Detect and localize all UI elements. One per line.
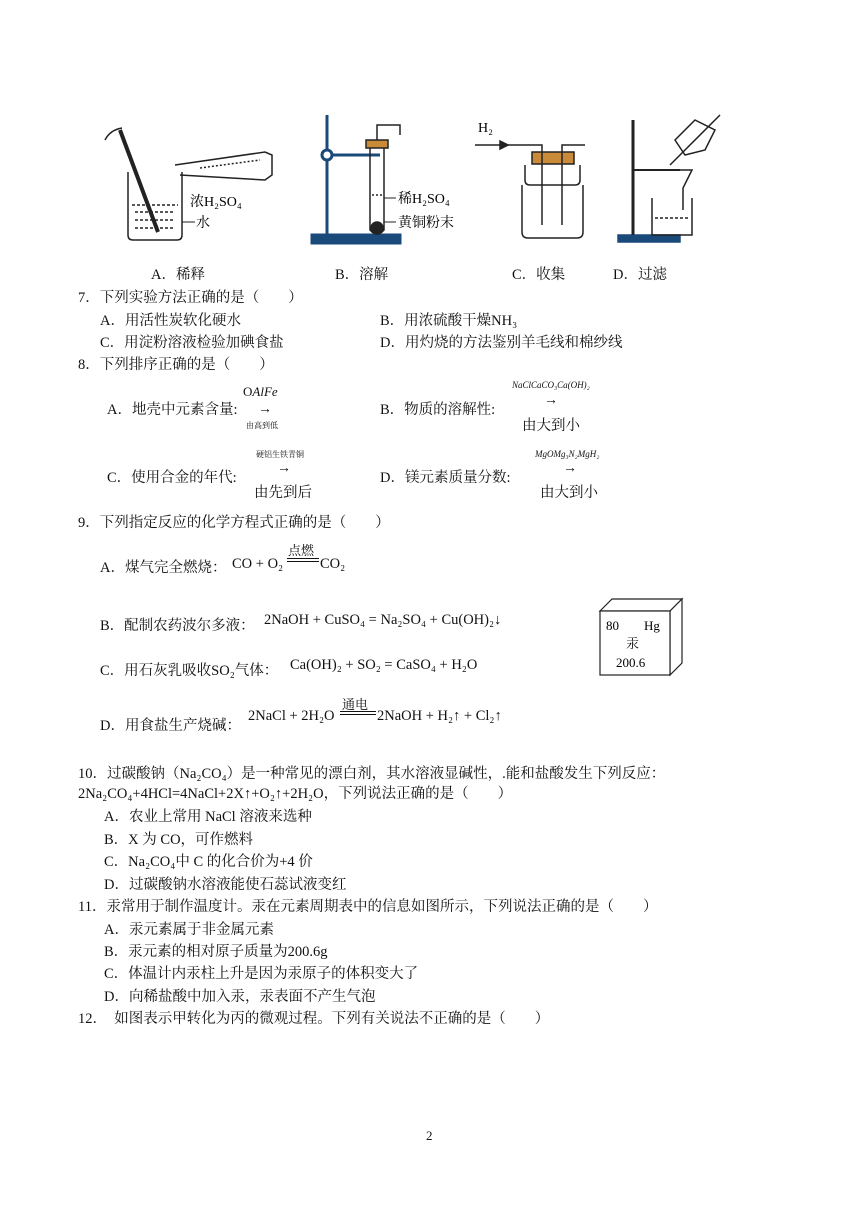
q8-option-c-arrow: → xyxy=(277,461,291,476)
q9-option-d-rhs: 2NaOH + H₂↑ + Cl₂↑ xyxy=(377,708,502,724)
page-number: 2 xyxy=(426,1128,433,1143)
q10-option-b: B．X 为 CO，可作燃料 xyxy=(104,832,254,848)
figure-caption-a: A．稀释 xyxy=(151,267,205,283)
q9-option-b-label: B．配制农药波尔多液： xyxy=(100,618,255,634)
brass-powder-label: 黄铜粉末 xyxy=(398,216,454,231)
q9-option-a-rhs: CO₂ xyxy=(320,556,346,572)
q8-option-d-order: MgOMg₃N₂MgH₂ xyxy=(535,449,600,459)
q8-option-a-order: OAlFe xyxy=(243,384,278,399)
element-symbol: Hg xyxy=(644,618,660,633)
q9-option-a-label: A．煤气完全燃烧： xyxy=(100,560,227,576)
water-label: 水 xyxy=(196,216,210,231)
q11-option-c: C．体温计内汞柱上升是因为汞原子的体积变大了 xyxy=(104,966,419,982)
q10-option-c: C．Na₂CO₄中 C 的化合价为+4 价 xyxy=(104,854,313,870)
figure-caption-d: D．过滤 xyxy=(613,267,667,283)
q9-option-d-eq-line-2 xyxy=(340,714,376,715)
q9-option-a-eq-line-1 xyxy=(287,558,319,559)
q9-option-c-label: C．用石灰乳吸收SO₂气体： xyxy=(100,663,279,679)
conc-h2so4-label: 浓H₂SO₄ xyxy=(190,195,242,210)
q8-option-c-label: C．使用合金的年代: xyxy=(107,470,237,486)
q9-option-d-eq-line-1 xyxy=(340,711,376,712)
q7-option-a: A．用活性炭软化硬水 xyxy=(100,313,241,329)
q9-option-d-label: D．用食盐生产烧碱： xyxy=(100,718,241,734)
q11-option-a: A．汞元素属于非金属元素 xyxy=(104,922,274,938)
element-name: 汞 xyxy=(626,636,640,651)
q11-option-d: D．向稀盐酸中加入汞，汞表面不产生气泡 xyxy=(104,989,376,1005)
figure-caption-b: B．溶解 xyxy=(335,267,389,283)
collection-apparatus xyxy=(475,141,585,238)
q8-option-d-direction: 由大到小 xyxy=(540,485,598,501)
q8-stem: 8．下列排序正确的是（ ） xyxy=(78,357,274,373)
element-mass: 200.6 xyxy=(616,655,646,670)
q12-stem: 12． 如图表示甲转化为丙的微观过程。下列有关说法不正确的是（ ） xyxy=(78,1011,550,1027)
figure-caption-c: C．收集 xyxy=(512,267,566,283)
dissolving-apparatus xyxy=(312,115,400,243)
q8-option-d-arrow: → xyxy=(563,461,577,476)
q8-option-a-direction: 由高到低 xyxy=(246,421,278,430)
apparatus-figures xyxy=(80,110,740,255)
dilution-apparatus xyxy=(105,128,272,240)
q8-option-a-arrow: → xyxy=(258,402,272,417)
q7-option-d: D．用灼烧的方法鉴别羊毛线和棉纱线 xyxy=(380,335,623,351)
q8-option-b-order: NaClCaCO₃Ca(OH)₂ xyxy=(512,380,590,390)
q11-option-b: B．汞元素的相对原子质量为200.6g xyxy=(104,944,328,960)
q8-option-c-order: 硬铝生铁青铜 xyxy=(256,450,304,459)
q8-option-a-label: A．地壳中元素含量: xyxy=(107,402,238,418)
q10-stem-line-2: 2Na₂CO₄+4HCl=4NaCl+2X↑+O₂↑+2H₂O，下列说法正确的是（ ） xyxy=(78,786,513,802)
q9-option-b-equation: 2NaOH + CuSO₄ = Na₂SO₄ + Cu(OH)₂↓ xyxy=(264,612,502,628)
q8-option-c-direction: 由先到后 xyxy=(254,485,312,501)
q9-option-a-eq-line-2 xyxy=(287,561,319,562)
q9-stem: 9．下列指定反应的化学方程式正确的是（ ） xyxy=(78,515,390,531)
q9-option-a-lhs: CO + O₂ xyxy=(232,556,284,572)
h2-label: H₂ xyxy=(478,121,493,136)
q8-option-d-label: D．镁元素质量分数: xyxy=(380,470,511,486)
q8-option-b-direction: 由大到小 xyxy=(522,418,580,434)
q10-stem-line-1: 10．过碳酸钠（Na₂CO₄）是一种常见的漂白剂，其水溶液显碱性，.能和盐酸发生下列反应： xyxy=(78,766,666,782)
dilute-h2so4-label: 稀H₂SO₄ xyxy=(398,192,450,207)
element-number: 80 xyxy=(606,618,619,633)
q7-option-b: B．用浓硫酸干燥NH₃ xyxy=(380,313,518,329)
q9-option-a-condition: 点燃 xyxy=(288,543,315,558)
q11-stem: 11．汞常用于制作温度计。汞在元素周期表中的信息如图所示，下列说法正确的是（ ） xyxy=(78,899,658,915)
q9-option-d-condition: 通电 xyxy=(342,697,369,712)
filtration-apparatus xyxy=(618,115,720,242)
q8-option-b-arrow: → xyxy=(544,393,558,408)
q10-option-a: A．农业上常用 NaCl 溶液来选种 xyxy=(104,809,312,825)
q9-option-d-lhs: 2NaCl + 2H₂O xyxy=(248,708,335,724)
q9-option-c-equation: Ca(OH)₂ + SO₂ = CaSO₄ + H₂O xyxy=(290,657,478,673)
q8-option-b-label: B．物质的溶解性: xyxy=(380,402,496,418)
q10-option-d: D．过碳酸钠水溶液能使石蕊试液变红 xyxy=(104,877,347,893)
q7-stem: 7．下列实验方法正确的是（ ） xyxy=(78,290,303,306)
q7-option-c: C．用淀粉溶液检验加碘食盐 xyxy=(100,335,284,351)
mercury-element-card xyxy=(596,597,686,679)
